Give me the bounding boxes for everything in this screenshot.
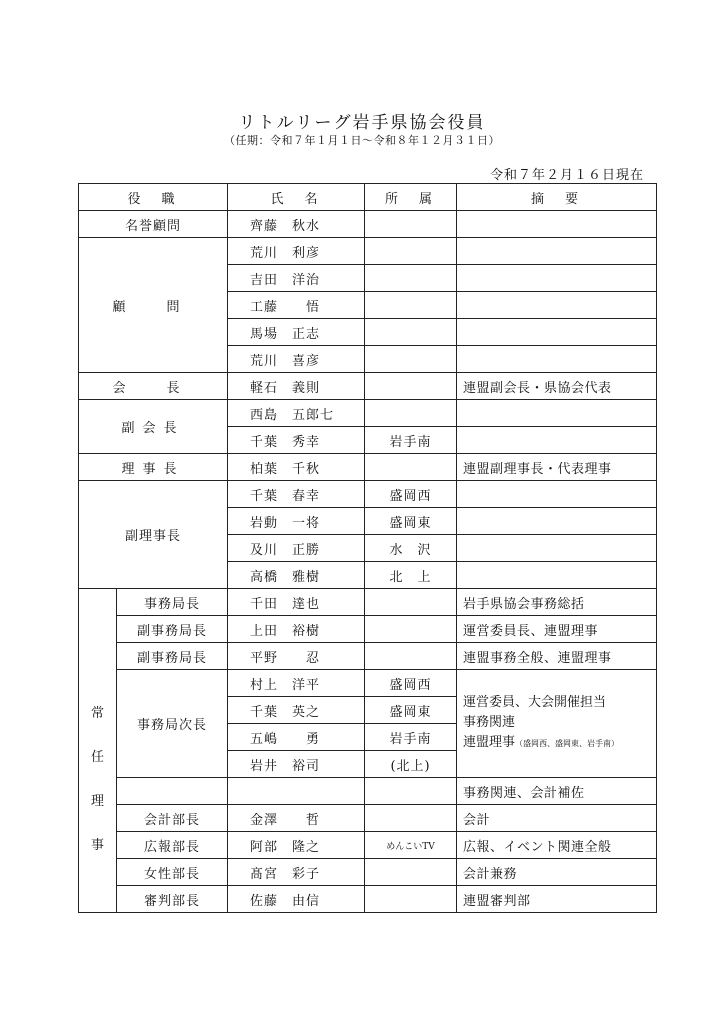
remarks-cell: 連盟事務全般、連盟理事 <box>457 643 657 670</box>
remarks-line <box>463 733 656 754</box>
affiliation-cell <box>365 886 457 913</box>
name-cell: 西島 五郎七 <box>228 400 365 427</box>
role-cell: 会 長 <box>79 373 228 400</box>
affiliation-cell <box>365 643 457 670</box>
remarks-cell: 会計 <box>457 805 657 832</box>
header-role: 役 職 <box>79 184 228 211</box>
officers-table <box>78 183 657 913</box>
header-row <box>79 184 657 211</box>
table-row <box>79 832 657 859</box>
affiliation-cell: 水 沢 <box>365 535 457 562</box>
table-row <box>79 778 657 805</box>
table-row <box>79 805 657 832</box>
name-cell: 金澤 哲 <box>228 805 365 832</box>
remarks-cell <box>457 211 657 238</box>
remarks-cell <box>457 427 657 454</box>
as-of-date: 令和７年２月１６日現在 <box>489 168 644 183</box>
table-row <box>79 211 657 238</box>
affiliation-cell: 岩手南 <box>365 724 457 751</box>
affiliation-cell <box>365 265 457 292</box>
group-label-char: 理 <box>90 793 104 809</box>
table-row <box>79 616 657 643</box>
affiliation-cell <box>365 859 457 886</box>
name-cell: 上田 裕樹 <box>228 616 365 643</box>
remarks-cell <box>457 265 657 292</box>
affiliation-cell <box>365 238 457 265</box>
name-cell: 高橋 雅樹 <box>228 562 365 589</box>
remarks-cell: 連盟副会長・県協会代表 <box>457 373 657 400</box>
name-cell: 岩井 裕司 <box>228 751 365 778</box>
remarks-cell <box>457 292 657 319</box>
remarks-text: 連盟理事 <box>463 735 516 750</box>
affiliation-cell <box>365 400 457 427</box>
remarks-cell <box>457 481 657 508</box>
group-label-char: 任 <box>90 749 104 765</box>
group-label-char: 事 <box>90 837 104 853</box>
affiliation-cell <box>365 778 457 805</box>
name-cell: 柏葉 千秋 <box>228 454 365 481</box>
header-affiliation: 所 属 <box>365 184 457 211</box>
remarks-cell: 会計兼務 <box>457 859 657 886</box>
role-cell: 顧 問 <box>79 238 228 373</box>
affiliation-cell: 北 上 <box>365 562 457 589</box>
affiliation-cell: (北上) <box>365 751 457 778</box>
name-cell: 及川 正勝 <box>228 535 365 562</box>
name-cell: 千田 達也 <box>228 589 365 616</box>
affiliation-cell <box>365 319 457 346</box>
name-cell: 千葉 春幸 <box>228 481 365 508</box>
remarks-cell: 岩手県協会事務総括 <box>457 589 657 616</box>
role-cell: 審判部長 <box>117 886 228 913</box>
name-cell: 軽石 義則 <box>228 373 365 400</box>
affiliation-cell <box>365 211 457 238</box>
remarks-cell: 連盟審判部 <box>457 886 657 913</box>
remarks-cell <box>457 562 657 589</box>
table-row <box>79 400 657 427</box>
affiliation-cell: 盛岡西 <box>365 670 457 697</box>
role-cell <box>117 778 228 805</box>
remarks-cell: 連盟副理事長・代表理事 <box>457 454 657 481</box>
remarks-cell <box>457 535 657 562</box>
table-row <box>79 859 657 886</box>
name-cell: 岩動 一将 <box>228 508 365 535</box>
role-cell: 副会長 <box>79 400 228 454</box>
table-row <box>79 886 657 913</box>
remarks-cell <box>457 670 657 778</box>
name-cell: 千葉 英之 <box>228 697 365 724</box>
name-cell: 五嶋 勇 <box>228 724 365 751</box>
term-period: （任期：令和７年１月１日～令和８年１２月３１日） <box>224 134 500 147</box>
name-cell: 馬場 正志 <box>228 319 365 346</box>
role-cell: 事務局長 <box>117 589 228 616</box>
remarks-cell <box>457 508 657 535</box>
role-cell: 女性部長 <box>117 859 228 886</box>
table-row <box>79 373 657 400</box>
role-cell: 副理事長 <box>79 481 228 589</box>
header-remarks: 摘 要 <box>457 184 657 211</box>
table-row <box>79 643 657 670</box>
affiliation-cell <box>365 616 457 643</box>
affiliation-cell <box>365 292 457 319</box>
name-cell: 吉田 洋治 <box>228 265 365 292</box>
header-name: 氏 名 <box>228 184 365 211</box>
remarks-cell <box>457 400 657 427</box>
remarks-cell: 運営委員長、連盟理事 <box>457 616 657 643</box>
name-cell: 工藤 悟 <box>228 292 365 319</box>
affiliation-cell: 盛岡西 <box>365 481 457 508</box>
affiliation-cell <box>365 454 457 481</box>
table-row <box>79 481 657 508</box>
name-cell <box>228 778 365 805</box>
remarks-cell <box>457 346 657 373</box>
name-cell: 荒川 利彦 <box>228 238 365 265</box>
name-cell: 村上 洋平 <box>228 670 365 697</box>
name-cell: 荒川 喜彦 <box>228 346 365 373</box>
role-cell: 広報部長 <box>117 832 228 859</box>
standing-directors-label <box>79 589 117 913</box>
role-cell: 会計部長 <box>117 805 228 832</box>
table-row <box>79 454 657 481</box>
group-label-char: 常 <box>90 705 104 721</box>
name-cell: 平野 忍 <box>228 643 365 670</box>
remarks-cell <box>457 319 657 346</box>
affiliation-cell <box>365 346 457 373</box>
remarks-cell: 事務関連、会計補佐 <box>457 778 657 805</box>
name-cell: 齊藤 秋水 <box>228 211 365 238</box>
remarks-line: 運営委員、大会開催担当 <box>463 695 607 710</box>
affiliation-cell: 盛岡東 <box>365 697 457 724</box>
name-cell: 髙宮 彩子 <box>228 859 365 886</box>
role-cell: 事務局次長 <box>117 670 228 778</box>
remarks-cell: 広報、イベント関連全般 <box>457 832 657 859</box>
role-cell: 名誉顧問 <box>79 211 228 238</box>
affiliation-cell: 岩手南 <box>365 427 457 454</box>
table-row <box>79 670 657 697</box>
remarks-line: 事務関連 <box>463 715 516 730</box>
affiliation-cell <box>365 589 457 616</box>
name-cell: 阿部 隆之 <box>228 832 365 859</box>
remarks-cell <box>457 238 657 265</box>
role-cell: 副事務局長 <box>117 643 228 670</box>
role-cell: 理事長 <box>79 454 228 481</box>
document-title: リトルリーグ岩手県協会役員 <box>238 113 486 133</box>
affiliation-cell: めんこいTV <box>365 832 457 859</box>
affiliation-cell <box>365 805 457 832</box>
table-row <box>79 238 657 265</box>
table-row <box>79 589 657 616</box>
name-cell: 佐藤 由信 <box>228 886 365 913</box>
role-cell: 副事務局長 <box>117 616 228 643</box>
name-cell: 千葉 秀幸 <box>228 427 365 454</box>
affiliation-cell: 盛岡東 <box>365 508 457 535</box>
remarks-note: （盛岡西、盛岡東、岩手南） <box>515 739 620 748</box>
affiliation-cell <box>365 373 457 400</box>
